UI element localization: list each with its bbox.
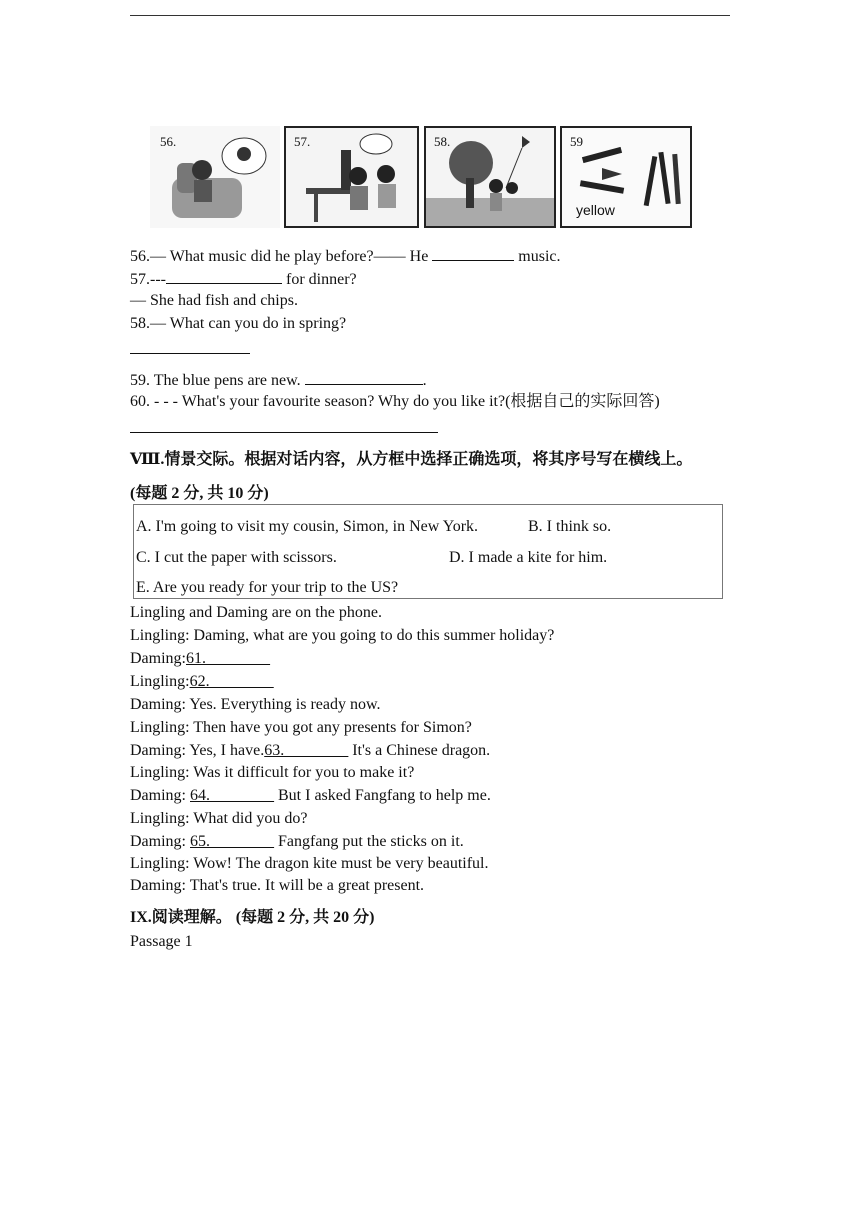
dialogue-text: Fangfang put the sticks on it. [274, 833, 464, 850]
answer-blank-64[interactable]: 64.________ [190, 787, 274, 804]
question-60: 60. - - - What's your favourite season? Why do you like it?(根据自己的实际回答) [130, 393, 660, 410]
answer-blank-61[interactable]: 61.________ [186, 650, 270, 667]
answer-blank-57[interactable] [166, 269, 282, 284]
dialogue-text: But I asked Fangfang to help me. [274, 787, 491, 804]
picture-59 [560, 126, 692, 228]
question-56 [130, 246, 561, 267]
question-58-blank-line [130, 339, 250, 360]
dialogue-line: Daming: Yes. Everything is ready now. [130, 696, 381, 713]
section-8-score: (每题 2 分, 共 10 分) [130, 485, 269, 502]
answer-blank-58[interactable] [130, 339, 250, 354]
dialogue-line [130, 741, 490, 761]
question-59-text: 59. The blue pens are new. [130, 372, 305, 389]
option-d: D. I made a kite for him. [449, 549, 608, 566]
picture-number: 59 [570, 134, 583, 149]
answer-blank-59[interactable] [305, 370, 423, 385]
dialogue-line: Lingling: Was it difficult for you to make it? [130, 764, 415, 781]
answer-blank-63[interactable]: 63.________ [264, 742, 349, 759]
dialogue-line: Lingling: What did you do? [130, 810, 308, 827]
option-e: E. Are you ready for your trip to the US? [136, 579, 399, 596]
dialogue-text: Daming: [130, 787, 190, 804]
dialogue-line [130, 649, 270, 669]
question-56-end: music. [514, 248, 561, 265]
section-9-title [130, 908, 374, 928]
answer-blank-60[interactable] [130, 418, 438, 433]
dialogue-line [130, 832, 464, 852]
answer-blank-56[interactable] [432, 246, 514, 261]
picture-56 [150, 126, 280, 228]
question-57-end: for dinner? [281, 271, 357, 288]
dialogue-intro: Lingling and Daming are on the phone. [130, 604, 382, 621]
picture-57 [284, 126, 419, 228]
option-a: A. I'm going to visit my cousin, Simon, in New York. [136, 518, 479, 535]
dialogue-line: Lingling: Then have you got any presents for Simon? [130, 719, 472, 736]
picture-caption: yellow [576, 202, 615, 218]
section-9-heading: IX.阅读理解。 [130, 909, 232, 926]
question-59 [130, 370, 427, 391]
dialogue-line: Lingling: Wow! The dragon kite must be very beautiful. [130, 855, 489, 872]
section-8-title: Ⅷ.情景交际。根据对话内容，从方框中选择正确选项，将其序号写在横线上。 [130, 451, 693, 468]
question-59-end: . [422, 372, 427, 389]
question-57-text: 57.--- [130, 271, 166, 288]
options-box [133, 504, 723, 599]
picture-number: 56. [160, 134, 177, 149]
question-58: 58.— What can you do in spring? [130, 315, 347, 332]
speaker-label: Daming: [130, 650, 186, 667]
dialogue-text: Daming: Yes, I have. [130, 742, 265, 759]
question-57-answer: — She had fish and chips. [130, 292, 298, 309]
option-b: B. I think so. [528, 518, 612, 535]
speaker-label: Lingling: [130, 673, 190, 690]
dialogue-line [130, 786, 491, 806]
question-57 [130, 269, 357, 290]
option-c: C. I cut the paper with scissors. [136, 549, 337, 566]
section-9-score: (每题 2 分, 共 20 分) [231, 909, 375, 926]
picture-number: 58. [434, 134, 451, 149]
dialogue-line: Lingling: Daming, what are you going to do this summer holiday? [130, 627, 555, 644]
dialogue-text: Daming: [130, 833, 190, 850]
question-56-text: 56.— What music did he play before?—— He [130, 248, 433, 265]
answer-blank-65[interactable]: 65.________ [190, 833, 274, 850]
dialogue-line [130, 672, 274, 692]
picture-number: 57. [294, 134, 311, 149]
passage-label: Passage 1 [130, 933, 193, 950]
question-60-blank-line [130, 418, 438, 439]
picture-strip [150, 110, 695, 232]
answer-blank-62[interactable]: 62.________ [189, 673, 274, 690]
picture-58 [424, 126, 556, 228]
dialogue-text: It's a Chinese dragon. [348, 742, 491, 759]
header-rule [130, 15, 730, 16]
dialogue-line: Daming: That's true. It will be a great present. [130, 877, 425, 894]
